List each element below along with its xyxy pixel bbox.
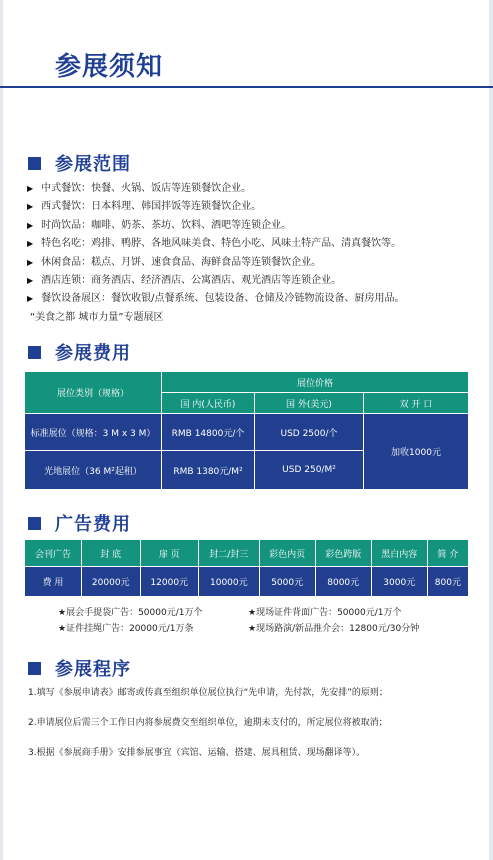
- ad-fee-table: [24, 539, 469, 597]
- section-title: 参展费用: [55, 343, 131, 364]
- triangle-bullet-icon: ▶: [27, 220, 34, 230]
- ad-note: ★证件挂绳广告：20000元/1万条: [58, 624, 194, 634]
- ad-note-row: [58, 605, 458, 621]
- square-marker-icon: [28, 346, 41, 359]
- table-cell: 12000元: [140, 567, 199, 597]
- table-cell: 加收1000元: [364, 414, 469, 490]
- procedure-step: 1.填写《参展申请表》邮寄或传真至组织单位展位执行“先申请，先付款，先安排”的原则；: [28, 688, 388, 698]
- table-header-cell: 封二/封三: [199, 540, 260, 567]
- table-cell: 5000元: [259, 567, 315, 597]
- list-item: [27, 272, 405, 290]
- list-item-text: 休闲食品：糕点、月饼、速食食品、海鲜食品等连锁餐饮企业。: [41, 256, 322, 268]
- list-item-text: 特色名吃：鸡排、鸭脖、各地风味美食、特色小吃、风味土特产品、清真餐饮等。: [41, 238, 402, 250]
- list-item: [27, 217, 405, 235]
- booth-fee-table: [24, 371, 469, 490]
- table-cell: 20000元: [82, 567, 141, 597]
- list-item: [27, 254, 405, 272]
- section-scope-header: [28, 150, 131, 176]
- table-header-cell: 双 开 口: [364, 393, 469, 414]
- table-header-cell: 国 外(美元): [255, 393, 364, 414]
- table-header-cell: 黑白内容: [371, 540, 427, 567]
- triangle-bullet-icon: ▶: [27, 239, 34, 249]
- page-right-border: [489, 0, 493, 860]
- list-item-text: 餐饮设备展区：餐饮收银/点餐系统、包装设备、仓储及冷链物流设备、厨房用品。: [41, 293, 405, 305]
- table-cell: RMB 1380元/M²: [162, 451, 255, 490]
- table-cell: RMB 14800元/个: [162, 414, 255, 451]
- list-item: [27, 198, 405, 216]
- section-title: 参展程序: [55, 659, 131, 680]
- ad-note: ★现场路演/新品推介会：12800元/30分钟: [248, 624, 420, 634]
- square-marker-icon: [28, 157, 41, 170]
- table-cell: 800元: [427, 567, 468, 597]
- table-header-cell: 展位类别（规格）: [25, 372, 162, 414]
- table-cell: 费 用: [25, 567, 82, 597]
- section-title: 参展范围: [55, 154, 131, 175]
- list-item: [27, 290, 405, 308]
- title-divider: [0, 86, 493, 88]
- triangle-bullet-icon: ▶: [27, 276, 34, 286]
- section-title: 广告费用: [55, 514, 131, 535]
- triangle-bullet-icon: ▶: [27, 257, 34, 267]
- table-cell: 3000元: [371, 567, 427, 597]
- table-cell: USD 2500/个: [255, 414, 364, 451]
- procedure-steps: [28, 685, 468, 775]
- table-header-cell: 扉 页: [140, 540, 199, 567]
- scope-list: [27, 180, 405, 327]
- table-cell: 光地展位（36 M²起租）: [25, 451, 162, 490]
- triangle-bullet-icon: ▶: [27, 184, 34, 193]
- section-ads-header: [28, 510, 131, 536]
- table-header-cell: 简 介: [427, 540, 468, 567]
- ad-note: ★展会手提袋广告：50000元/1万个: [58, 608, 203, 618]
- procedure-step: 3.根据《参展商手册》安排参展事宜（宾馆、运输、搭建、展具租赁、现场翻译等）。: [28, 748, 366, 758]
- list-item-text: 西式餐饮：日本料理、韩国拌饭等连锁餐饮企业。: [41, 201, 262, 213]
- section-procedure-header: [28, 655, 131, 681]
- table-cell: 标准展位（规格：3 M x 3 M）: [25, 414, 162, 451]
- ad-notes: [58, 605, 458, 637]
- table-header-cell: 封 底: [82, 540, 141, 567]
- table-header-cell: 彩色内页: [259, 540, 315, 567]
- table-cell: 8000元: [315, 567, 371, 597]
- square-marker-icon: [28, 517, 41, 530]
- table-header-cell: 展位价格: [162, 372, 469, 393]
- list-item-text: 酒店连锁：商务酒店、经济酒店、公寓酒店、观光酒店等连锁企业。: [41, 275, 342, 287]
- list-item: [27, 235, 405, 253]
- procedure-step: 2.申请展位后需三个工作日内将参展费交至组织单位，逾期未支付的，所定展位将被取消；: [28, 718, 388, 728]
- table-cell: 10000元: [199, 567, 260, 597]
- section-fees-header: [28, 339, 131, 365]
- table-header-cell: 国 内(人民币): [162, 393, 255, 414]
- table-cell: USD 250/M²: [255, 451, 364, 490]
- square-marker-icon: [28, 662, 41, 675]
- page-left-border: [0, 0, 3, 860]
- ad-note-row: [58, 621, 458, 637]
- list-item: [27, 180, 405, 198]
- triangle-bullet-icon: ▶: [27, 202, 34, 212]
- triangle-bullet-icon: ▶: [27, 294, 34, 304]
- list-item-text: 时尚饮品：咖啡、奶茶、茶坊、饮料、酒吧等连锁企业。: [41, 219, 292, 231]
- table-header-cell: 会刊广告: [25, 540, 82, 567]
- list-item-text: 中式餐饮：快餐、火锅、饭店等连锁餐饮企业。: [41, 183, 252, 194]
- special-exhibit-area: “美食之都 城市力量”专题展区: [30, 311, 164, 323]
- ad-note: ★现场证件背面广告：50000元/1万个: [248, 608, 402, 618]
- page-title: 参展须知: [55, 52, 164, 82]
- table-header-cell: 彩色跨版: [315, 540, 371, 567]
